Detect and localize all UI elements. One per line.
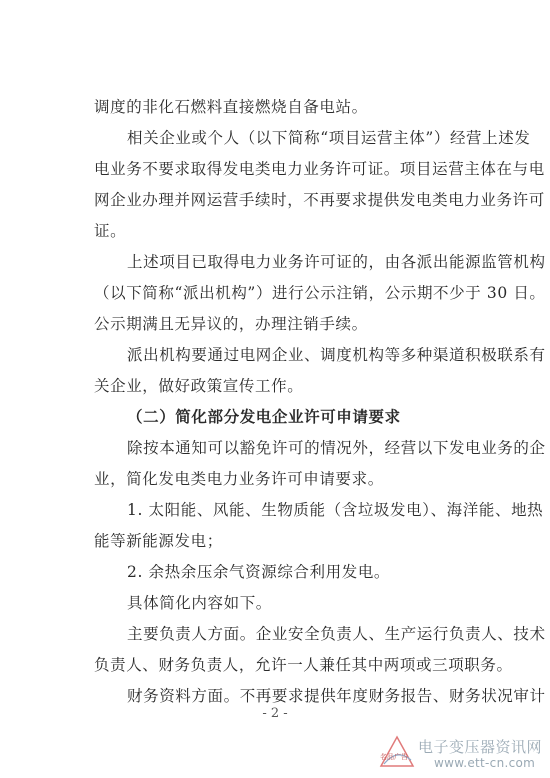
text-line: 业，简化发电类电力业务许可申请要求。: [94, 470, 384, 488]
watermark: [378, 734, 548, 774]
text-line: 能等新能源发电；: [94, 532, 223, 550]
text-line: 关企业，做好政策宣传工作。: [94, 377, 304, 395]
text-line: 相关企业或个人（以下简称“项目运营主体”）经营上述发: [127, 129, 531, 147]
text-line: （以下简称“派出机构”）进行公示注销，公示期不少于 30 日。: [94, 284, 546, 302]
text-line: 上述项目已取得电力业务许可证的，由各派出能源监管机构: [127, 253, 546, 271]
text-line: 证。: [94, 222, 127, 240]
list-item: 1. 太阳能、风能、生物质能（含垃圾发电）、海洋能、地热: [127, 501, 544, 519]
text-line: 网企业办理并网运营手续时，不再要求提供发电类电力业务许可: [94, 191, 545, 209]
text-line: 主要负责人方面。企业安全负责人、生产运行负责人、技术: [127, 625, 546, 643]
watermark-title: 电子变压器资讯网: [418, 738, 543, 756]
text-line: 派出机构要通过电网企业、调度机构等多种渠道积极联系有: [127, 346, 546, 364]
text-line: 调度的非化石燃料直接燃烧自备电站。: [94, 98, 368, 116]
watermark-badge: 名品广告: [380, 753, 408, 761]
text-line: 电业务不要求取得发电类电力业务许可证。项目运营主体在与电: [94, 160, 545, 178]
text-line: 除按本通知可以豁免许可的情况外，经营以下发电业务的企: [127, 439, 546, 457]
section-heading: （二）简化部分发电企业许可申请要求: [127, 407, 401, 426]
page-number: - 2 -: [262, 706, 288, 721]
text-line: 负责人、财务负责人，允许一人兼任其中两项或三项职务。: [94, 656, 513, 674]
watermark-url: www.ett-cn.com: [434, 756, 536, 770]
list-item: 2. 余热余压余气资源综合利用发电。: [127, 563, 391, 581]
text-line: 具体简化内容如下。: [127, 594, 272, 612]
text-line: 公示期满且无异议的，办理注销手续。: [94, 315, 368, 333]
text-line: 财务资料方面。不再要求提供年度财务报告、财务状况审计: [127, 687, 546, 705]
